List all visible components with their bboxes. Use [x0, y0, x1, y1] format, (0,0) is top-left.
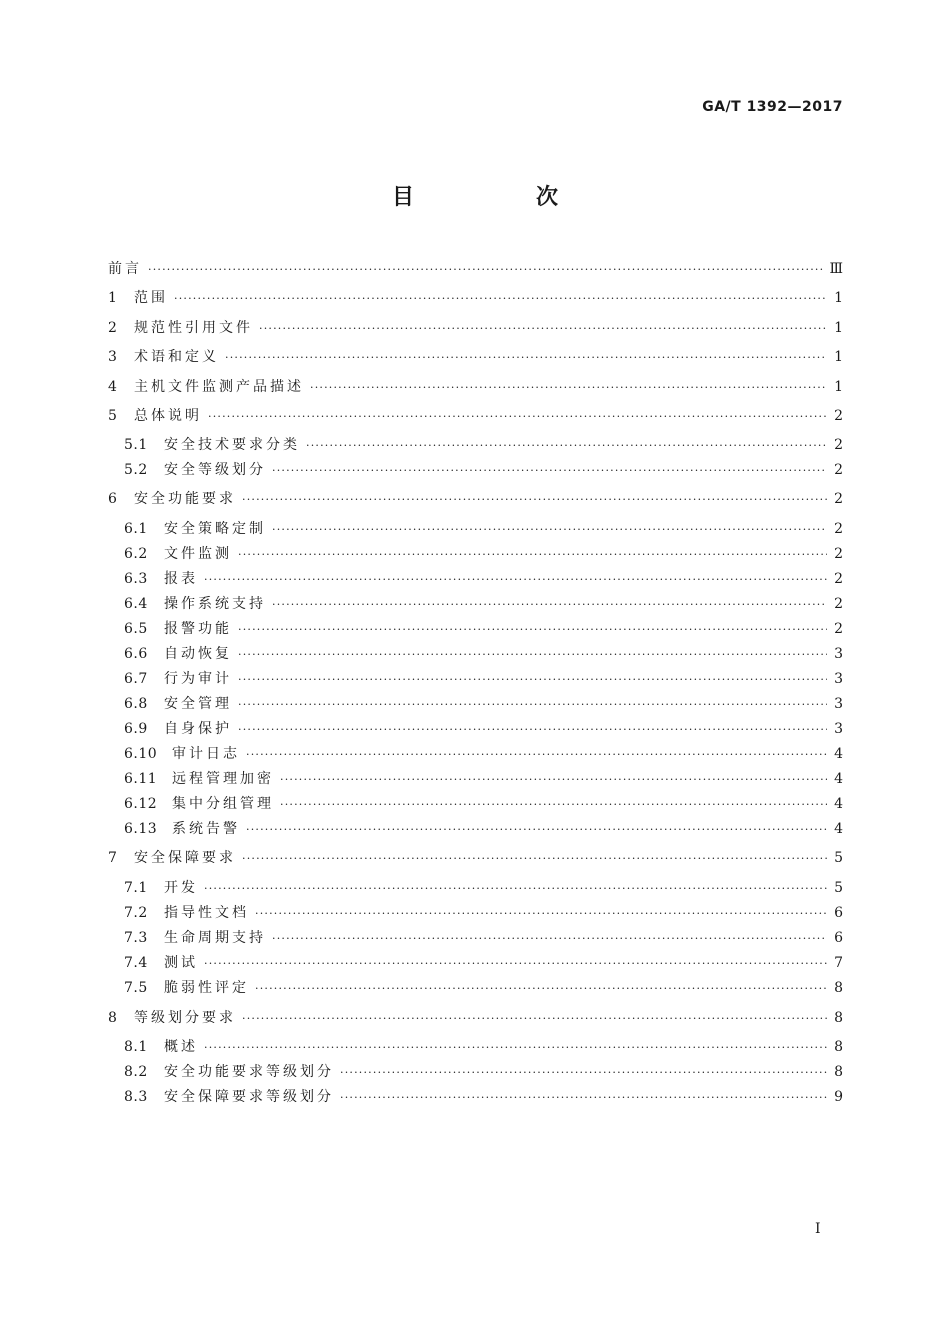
toc-entry[interactable] — [108, 434, 843, 456]
toc-leader-dots — [208, 406, 827, 428]
toc-entry-number: 7.1 — [124, 880, 148, 896]
toc-entry-number: 6.13 — [124, 821, 158, 837]
toc-entry-title: 范围 — [134, 290, 168, 306]
toc-entry-page: 2 — [834, 437, 843, 453]
toc-entry[interactable] — [108, 593, 843, 615]
toc-entry[interactable] — [108, 743, 843, 765]
toc-title: 目 次 — [391, 185, 608, 210]
toc-entry[interactable] — [108, 718, 843, 740]
toc-entry-page: 3 — [834, 671, 843, 687]
toc-entry[interactable] — [108, 1036, 843, 1058]
toc-entry-page: 4 — [834, 796, 843, 812]
toc-leader-dots — [238, 669, 827, 691]
toc-entry[interactable] — [108, 977, 843, 999]
toc-leader-dots — [238, 644, 827, 666]
toc-entry-page: 2 — [834, 462, 843, 478]
toc-entry-title: 安全等级划分 — [164, 462, 266, 478]
toc-entry-page: 5 — [834, 880, 843, 896]
toc-entry-number: 5 — [108, 408, 118, 424]
toc-entry-page: 6 — [834, 930, 843, 946]
toc-leader-dots — [340, 1087, 827, 1109]
toc-entry-title: 测试 — [164, 955, 198, 971]
toc-entry-page: 2 — [834, 408, 843, 424]
toc-entry-page: 1 — [834, 379, 843, 395]
toc-leader-dots — [306, 435, 827, 457]
toc-entry-number: 5.1 — [124, 437, 148, 453]
toc-entry-page: 8 — [834, 980, 843, 996]
toc-entry-number: 7.5 — [124, 980, 148, 996]
toc-entry-page: 4 — [834, 771, 843, 787]
toc-leader-dots — [242, 489, 827, 511]
toc-entry[interactable] — [108, 518, 843, 540]
toc-entry-number: 8.1 — [124, 1039, 148, 1055]
toc-entry[interactable] — [108, 459, 843, 481]
toc-entry-page: 2 — [834, 546, 843, 562]
toc-leader-dots — [238, 694, 827, 716]
toc-leader-dots — [204, 569, 827, 591]
toc-entry-page: 9 — [834, 1089, 843, 1105]
toc-entry-title: 行为审计 — [164, 671, 232, 687]
toc-entry-number: 6.1 — [124, 521, 148, 537]
toc-leader-dots — [246, 819, 827, 841]
toc-entry-number: 7 — [108, 850, 118, 866]
toc-entry[interactable] — [108, 405, 843, 427]
toc-entry[interactable] — [108, 668, 843, 690]
toc-entry-number: 6.7 — [124, 671, 148, 687]
toc-entry-page: 2 — [834, 521, 843, 537]
toc-entry-title: 规范性引用文件 — [134, 320, 253, 336]
toc-entry[interactable] — [108, 346, 843, 368]
toc-entry[interactable] — [108, 543, 843, 565]
toc-entry[interactable] — [108, 618, 843, 640]
toc-entry-number: 6.8 — [124, 696, 148, 712]
toc-entry-number: 7.3 — [124, 930, 148, 946]
toc-entry-title: 安全管理 — [164, 696, 232, 712]
toc-entry-page: Ⅲ — [829, 261, 843, 277]
toc-entry-number: 8.2 — [124, 1064, 148, 1080]
toc-entry-title: 术语和定义 — [134, 349, 219, 365]
toc-entry[interactable] — [108, 1061, 843, 1083]
toc-entry-title: 审计日志 — [172, 746, 240, 762]
toc-entry[interactable] — [108, 488, 843, 510]
page-number: I — [815, 1221, 821, 1237]
toc-entry-number: 5.2 — [124, 462, 148, 478]
toc-leader-dots — [255, 978, 827, 1000]
toc-entry-title: 安全功能要求等级划分 — [164, 1064, 334, 1080]
toc-entry-page: 7 — [834, 955, 843, 971]
toc-entry[interactable] — [108, 376, 843, 398]
toc-entry-title: 远程管理加密 — [172, 771, 274, 787]
toc-leader-dots — [272, 928, 827, 950]
toc-entry-title: 安全技术要求分类 — [164, 437, 300, 453]
toc-entry-title: 报警功能 — [164, 621, 232, 637]
toc-entry-page: 6 — [834, 905, 843, 921]
toc-entry-title: 开发 — [164, 880, 198, 896]
toc-entry-title: 报表 — [164, 571, 198, 587]
toc-entry-number: 7.2 — [124, 905, 148, 921]
toc-entry[interactable] — [108, 847, 843, 869]
toc-entry-title: 安全功能要求 — [134, 491, 236, 507]
toc-entry[interactable] — [108, 902, 843, 924]
toc-entry-title: 生命周期支持 — [164, 930, 266, 946]
toc-entry-number: 8 — [108, 1010, 118, 1026]
toc-entry[interactable] — [108, 952, 843, 974]
toc-entry-title: 指导性文档 — [164, 905, 249, 921]
toc-entry[interactable] — [108, 1086, 843, 1108]
toc-leader-dots — [310, 377, 827, 399]
toc-leader-dots — [174, 288, 827, 310]
toc-entry-number: 1 — [108, 290, 118, 306]
toc-leader-dots — [272, 460, 827, 482]
toc-leader-dots — [272, 594, 827, 616]
toc-leader-dots — [238, 619, 827, 641]
toc-entry[interactable] — [108, 793, 843, 815]
toc-leader-dots — [204, 1037, 827, 1059]
toc-entry-page: 2 — [834, 596, 843, 612]
toc-entry-title: 前言 — [108, 261, 142, 277]
toc-leader-dots — [225, 347, 827, 369]
toc-entry-title: 脆弱性评定 — [164, 980, 249, 996]
toc-entry-number: 6.9 — [124, 721, 148, 737]
toc-entry-page: 3 — [834, 696, 843, 712]
toc-leader-dots — [242, 1008, 827, 1030]
toc-leader-dots — [259, 318, 827, 340]
toc-entry[interactable] — [108, 287, 843, 309]
toc-entry-page: 1 — [834, 349, 843, 365]
toc-leader-dots — [242, 848, 827, 870]
toc-leader-dots — [204, 953, 827, 975]
toc-entry[interactable] — [108, 768, 843, 790]
toc-entry-number: 6.5 — [124, 621, 148, 637]
toc-entry-page: 8 — [834, 1010, 843, 1026]
toc-entry-page: 2 — [834, 621, 843, 637]
toc-entry-title: 安全保障要求等级划分 — [164, 1089, 334, 1105]
toc-entry[interactable] — [108, 568, 843, 590]
toc-leader-dots — [238, 544, 827, 566]
toc-entry-number: 6.11 — [124, 771, 158, 787]
toc-leader-dots — [272, 519, 827, 541]
toc-entry-page: 8 — [834, 1064, 843, 1080]
toc-entry[interactable] — [108, 693, 843, 715]
toc-leader-dots — [238, 719, 827, 741]
toc-entry-page: 1 — [834, 320, 843, 336]
toc-entry[interactable] — [108, 643, 843, 665]
toc-leader-dots — [280, 769, 827, 791]
toc-entry-number: 7.4 — [124, 955, 148, 971]
toc-entry-title: 概述 — [164, 1039, 198, 1055]
toc-leader-dots — [246, 744, 827, 766]
toc-leader-dots — [255, 903, 827, 925]
toc-entry-page: 2 — [834, 571, 843, 587]
toc-entry[interactable] — [108, 317, 843, 339]
toc-entry-title: 操作系统支持 — [164, 596, 266, 612]
toc-entry-page: 8 — [834, 1039, 843, 1055]
toc-entry-title: 主机文件监测产品描述 — [134, 379, 304, 395]
toc-entry[interactable] — [108, 927, 843, 949]
standard-code: GA/T 1392—2017 — [702, 99, 843, 115]
toc-leader-dots — [204, 878, 827, 900]
toc-entry-title: 安全策略定制 — [164, 521, 266, 537]
toc-entry-number: 6.2 — [124, 546, 148, 562]
toc-entry-title: 集中分组管理 — [172, 796, 274, 812]
toc-entry[interactable] — [108, 877, 843, 899]
toc-entry-page: 3 — [834, 646, 843, 662]
toc-entry-number: 6.10 — [124, 746, 158, 762]
toc-entry-number: 8.3 — [124, 1089, 148, 1105]
toc-leader-dots — [340, 1062, 827, 1084]
toc-entry[interactable] — [108, 1007, 843, 1029]
toc-entry-number: 2 — [108, 320, 118, 336]
toc-entry-number: 6.4 — [124, 596, 148, 612]
toc-entry-page: 3 — [834, 721, 843, 737]
toc-entry-number: 6.12 — [124, 796, 158, 812]
toc-entry[interactable] — [108, 818, 843, 840]
toc-entry-page: 4 — [834, 821, 843, 837]
toc-entry[interactable] — [108, 258, 843, 280]
toc-entry-number: 4 — [108, 379, 118, 395]
toc-entry-number: 6 — [108, 491, 118, 507]
toc-entry-title: 自身保护 — [164, 721, 232, 737]
toc-entry-page: 5 — [834, 850, 843, 866]
toc-entry-title: 自动恢复 — [164, 646, 232, 662]
toc-entry-title: 等级划分要求 — [134, 1010, 236, 1026]
toc-entry-title: 文件监测 — [164, 546, 232, 562]
toc-entry-page: 2 — [834, 491, 843, 507]
toc-entry-title: 总体说明 — [134, 408, 202, 424]
toc-entry-number: 6.3 — [124, 571, 148, 587]
toc-entry-title: 系统告警 — [172, 821, 240, 837]
toc-leader-dots — [280, 794, 827, 816]
toc-entry-number: 6.6 — [124, 646, 148, 662]
toc-leader-dots — [148, 259, 823, 281]
toc-entry-number: 3 — [108, 349, 118, 365]
toc-entry-page: 1 — [834, 290, 843, 306]
toc-entry-page: 4 — [834, 746, 843, 762]
toc-entry-title: 安全保障要求 — [134, 850, 236, 866]
